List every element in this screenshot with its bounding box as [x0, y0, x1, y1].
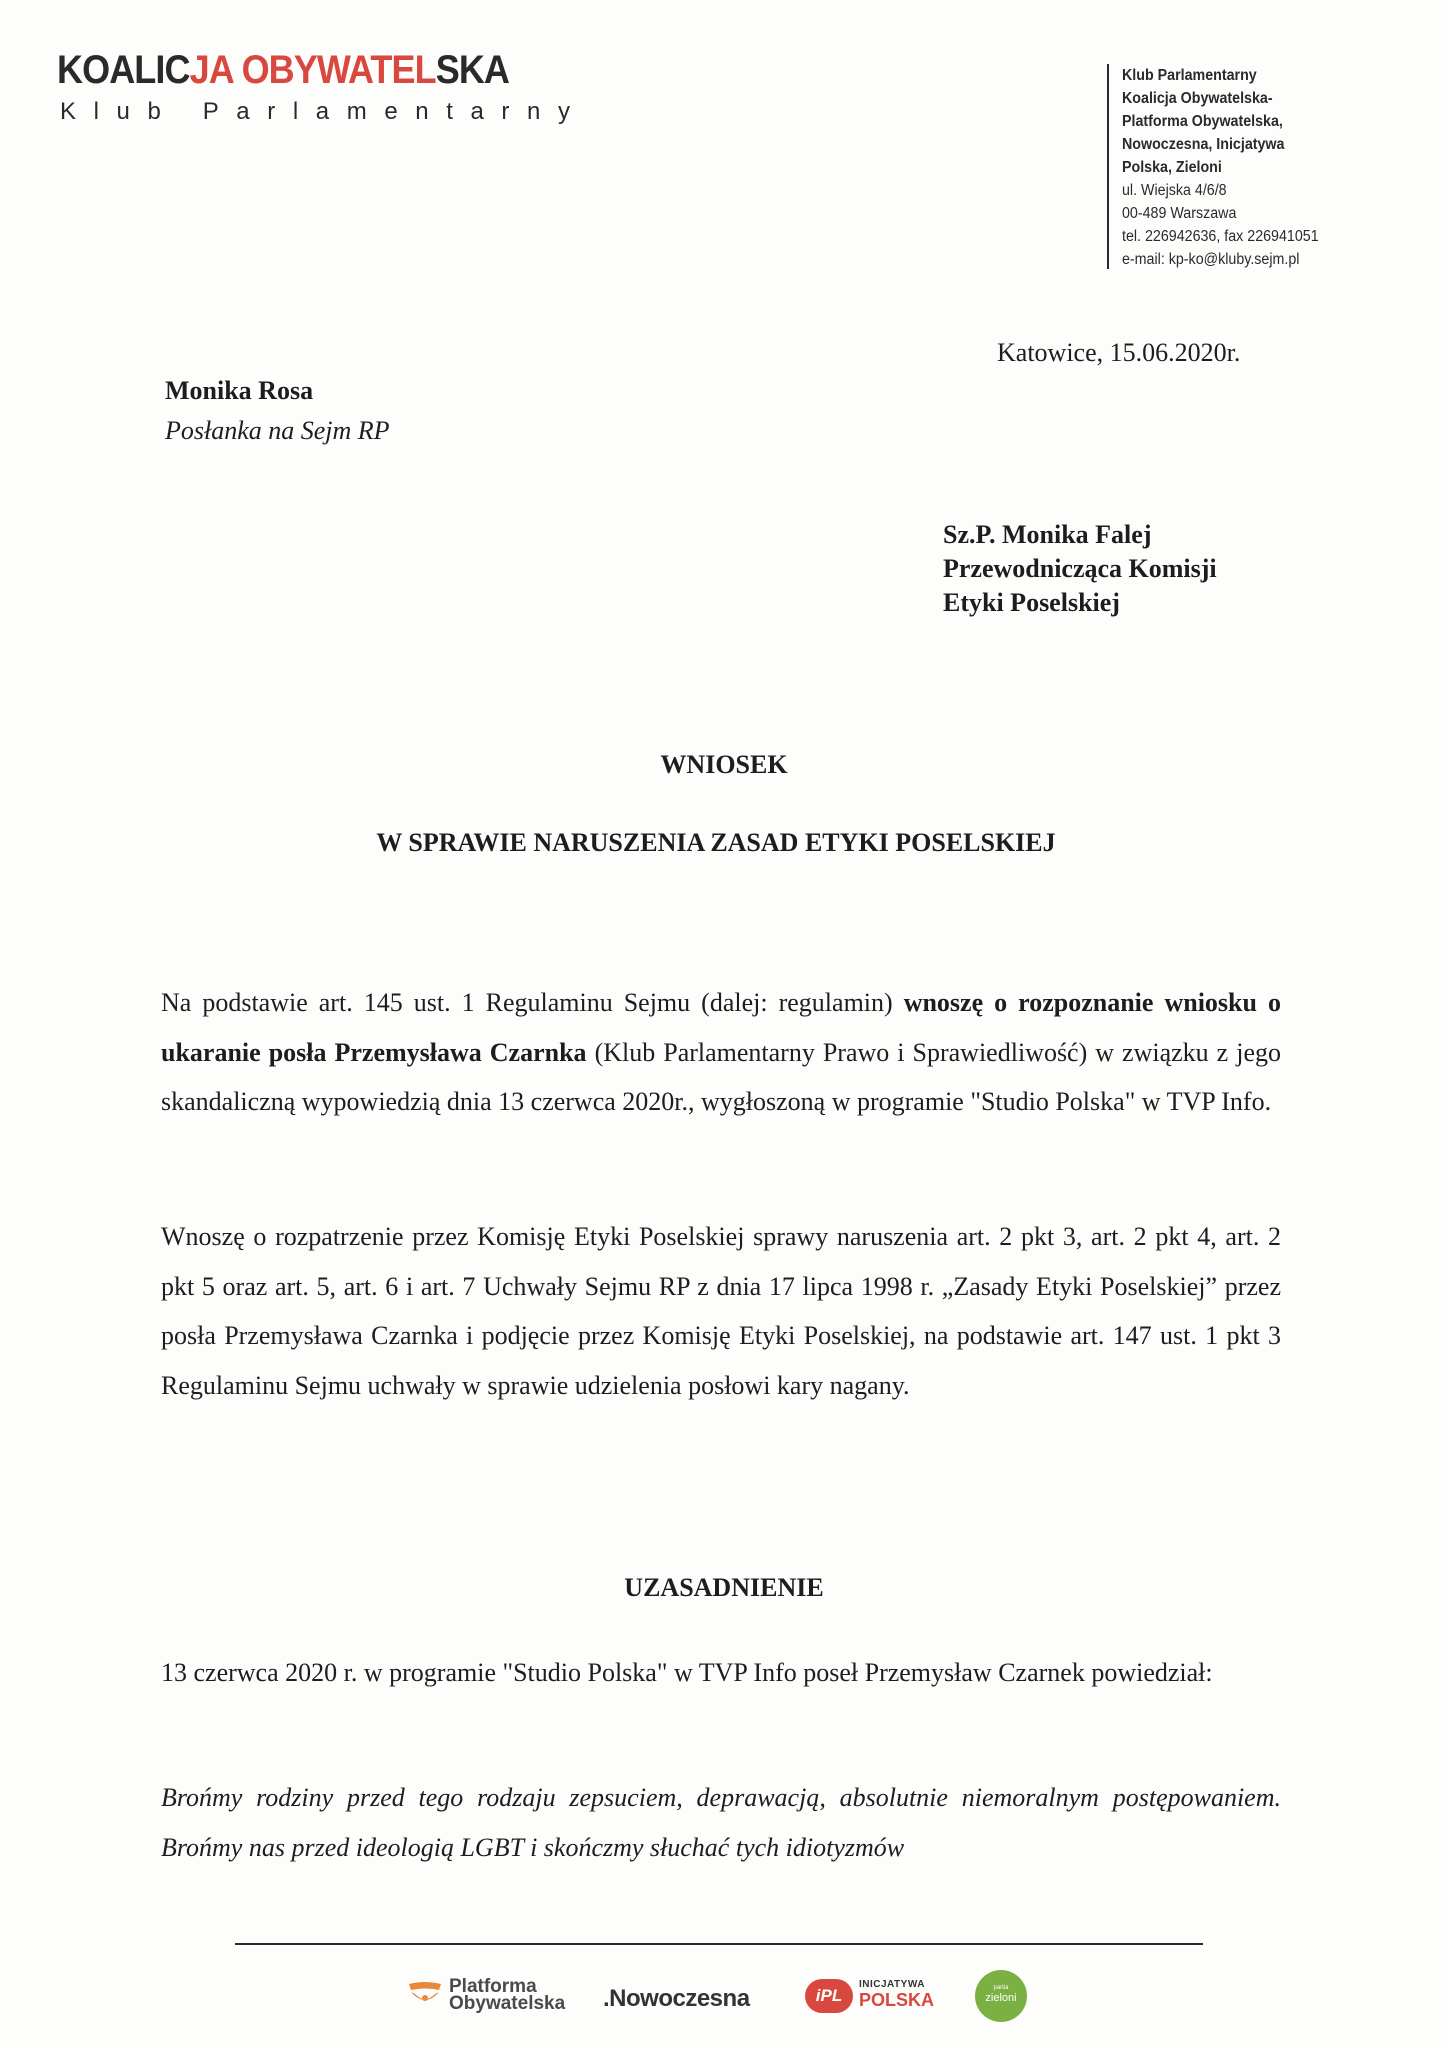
- email-address: e-mail: kp-ko@kluby.sejm.pl: [1122, 251, 1300, 268]
- footer-divider: [235, 1943, 1203, 1945]
- recipient-line: Etyki Poselskiej: [943, 588, 1120, 617]
- quote-paragraph: Brońmy rodziny przed tego rodzaju zepsuciem, deprawacją, absolutnie niemoralnym postępowaniem. Brońmy nas przed ideologią LGBT i skończmy słuchać tych idiotyzmów: [161, 1783, 1281, 1862]
- address-line: Nowoczesna, Inicjatywa: [1122, 136, 1285, 153]
- request-emphasis: wnoszę o rozpoznanie wniosku o ukaranie posła Przemysława Czarnka: [161, 988, 1281, 1067]
- document-title: WNIOSEK: [660, 750, 788, 779]
- recipient-line: Przewodnicząca Komisji: [943, 554, 1217, 583]
- club-address: [1122, 64, 1319, 271]
- address-line: Klub Parlamentarny: [1122, 67, 1257, 84]
- place-date: Katowice, 15.06.2020r.: [997, 338, 1241, 367]
- paragraph-justification: 13 czerwca 2020 r. w programie "Studio Polska" w TVP Info poseł Przemysław Czarnek powiedział:: [161, 1658, 1213, 1687]
- document-subtitle: W SPRAWIE NARUSZENIA ZASAD ETYKI POSELSKIEJ: [376, 828, 1056, 857]
- justification-heading: UZASADNIENIE: [624, 1573, 824, 1602]
- address-divider: [1107, 64, 1109, 269]
- ipl-badge: iPL: [805, 1979, 853, 2013]
- address-line: ul. Wiejska 4/6/8: [1122, 182, 1227, 199]
- recipient-line: Sz.P. Monika Falej: [943, 520, 1152, 549]
- recipient-block: [943, 518, 1217, 620]
- party-logo: KOALICJA OBYWATELSKA: [57, 48, 510, 92]
- address-line: tel. 226942636, fax 226941051: [1122, 228, 1319, 245]
- logo-subtitle: Klub Parlamentarny: [60, 98, 588, 125]
- nowoczesna-logo: .Nowoczesna: [603, 1985, 750, 2012]
- paragraph-articles: Wnoszę o rozpatrzenie przez Komisję Etyki Poselskiej sprawy naruszenia art. 2 pkt 3, art. 2 pkt 4, art. 2 pkt 5 oraz art. 5, art. 6 i art. 7 Uchwały Sejmu RP z dnia 17 lipca 1998 r. „Zasady Etyki Poselskiej” przez posła Przemysława Czarnka i podjęcie przez Komisję Etyki Poselskiej, na podstawie art. 147 ust. 1 pkt 3 Regulaminu Sejmu uchwały w sprawie udzielenia posłowi kary nagany.: [161, 1222, 1281, 1400]
- po-emblem-icon: [405, 1978, 445, 2012]
- address-line: 00-489 Warszawa: [1122, 205, 1237, 222]
- address-line: Polska, Zieloni: [1122, 159, 1222, 176]
- zieloni-logo: partia zieloni: [975, 1970, 1027, 2022]
- platforma-obywatelska-logo: Platforma Obywatelska: [405, 1978, 445, 2017]
- sender-name: Monika Rosa: [165, 376, 314, 405]
- paragraph-request: Na podstawie art. 145 ust. 1 Regulaminu Sejmu (dalej: regulamin) wnoszę o rozpoznanie wniosku o ukaranie posła Przemysława Czarnka (Klub Parlamentarny Prawo i Sprawiedliwość) w związku z jego skandaliczną wypowiedzią dnia 13 czerwca 2020r., wygłoszoną w programie "Studio Polska" w TVP Info.: [161, 988, 1281, 1116]
- sender-role: Posłanka na Sejm RP: [165, 416, 390, 445]
- address-line: Platforma Obywatelska,: [1122, 113, 1283, 130]
- address-line: Koalicja Obywatelska-: [1122, 90, 1273, 107]
